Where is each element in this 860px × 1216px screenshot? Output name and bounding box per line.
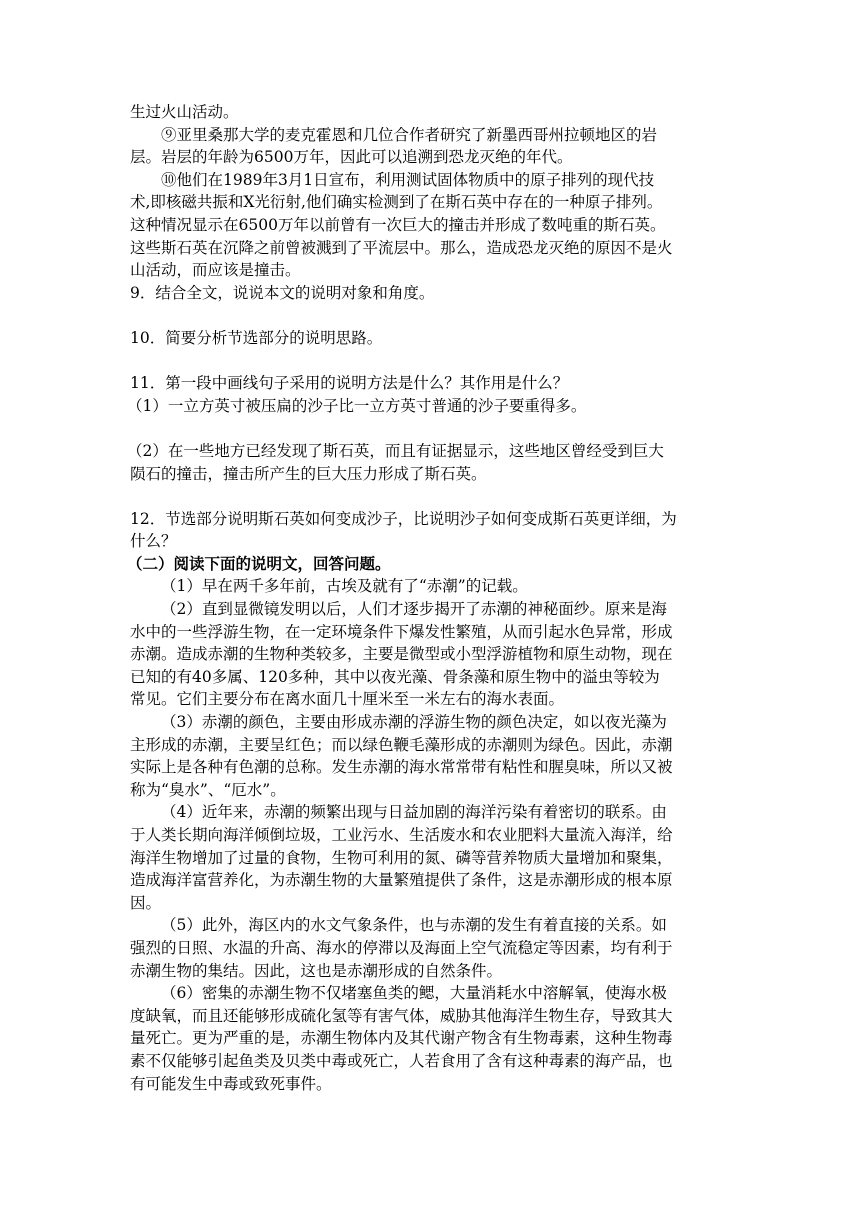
answer-space [130, 485, 726, 508]
passage-line: （4）近年来，赤潮的频繁出现与日益加剧的海洋污染有着密切的联系。由 [161, 803, 667, 822]
passage-line: 量死亡。更为严重的是，赤潮生物体内及其代谢产物含有生物毒素，这种生物毒 [130, 1029, 673, 1048]
passage-line: （2）直到显微镜发明以后，人们才逐步揭开了赤潮的神秘面纱。原来是海 [161, 600, 667, 619]
answer-space [130, 304, 726, 327]
passage-line: 素不仅能够引起鱼类及贝类中毒或死亡，人若食用了含有这种毒素的海产品，也 [130, 1051, 673, 1070]
passage-line: 层。岩层的年龄为6500万年，因此可以追溯到恐龙灭绝的年代。 [130, 148, 573, 167]
passage-line: 主形成的赤潮，主要呈红色；而以绿色鞭毛藻形成的赤潮则为绿色。因此，赤潮 [130, 735, 673, 754]
passage-line: ⑨亚里桑那大学的麦克霍恩和几位合作者研究了新墨西哥州拉顿地区的岩 [161, 125, 658, 144]
answer-space [130, 417, 726, 440]
question-11-part-2: （2）在一些地方已经发现了斯石英，而且有证据显示，这些地区曾经受到巨大 [127, 441, 664, 460]
passage-line: 造成海洋富营养化，为赤潮生物的大量繁殖提供了条件，这是赤潮形成的根本原 [130, 871, 673, 890]
passage-line: 因。 [130, 893, 162, 912]
section-heading: （二）阅读下面的说明文，回答问题。 [127, 553, 391, 573]
passage-line: ⑩他们在1989年3月1日宣布，利用测试固体物质中的原子排列的现代技 [161, 170, 655, 189]
question-12: 12．节选部分说明斯石英如何变成沙子，比说明沙子如何变成斯石英更详细，为 [130, 509, 677, 528]
passage-line: 实际上是各种有色潮的总称。发生赤潮的海水常常带有粘性和腥臭味，所以又被 [130, 758, 673, 777]
passage-line: 生过火山活动。 [130, 103, 239, 121]
document-page [127, 101, 726, 1095]
answer-space [130, 350, 726, 373]
passage-line: （5）此外，海区内的水文气象条件，也与赤潮的发生有着直接的关系。如 [161, 916, 667, 935]
passage-line: 这种情况显示在6500万年以前曾有一次巨大的撞击并形成了数吨重的斯石英。 [130, 215, 666, 234]
passage-line: 赤潮。造成赤潮的生物种类较多，主要是微型或小型浮游植物和原生动物，现在 [130, 645, 673, 664]
passage-line: 这些斯石英在沉降之前曾被溅到了平流层中。那么，造成恐龙灭绝的原因不是火 [130, 238, 673, 257]
question-11-part-2-cont: 陨石的撞击，撞击所产生的巨大压力形成了斯石英。 [130, 464, 487, 483]
passage-line: 有可能发生中毒或致死事件。 [130, 1074, 332, 1093]
passage-line: 海洋生物增加了过量的食物，生物可利用的氮、磷等营养物质大量增加和聚集， [130, 848, 673, 867]
passage-line: 山活动，而应该是撞击。 [130, 261, 301, 280]
passage-line: 强烈的日照、水温的升高、海水的停滞以及海面上空气流稳定等因素，均有利于 [130, 938, 673, 957]
passage-line: （6）密集的赤潮生物不仅堵塞鱼类的鳃，大量消耗水中溶解氧，使海水极 [161, 984, 667, 1003]
question-10: 10．简要分析节选部分的说明思路。 [130, 328, 383, 347]
passage-line: 于人类长期向海洋倾倒垃圾，工业污水、生活废水和农业肥料大量流入海洋，给 [130, 826, 673, 844]
passage-line: 称为“臭水”、“厄水”。 [130, 780, 286, 799]
passage-line: 已知的有40多属、120多种，其中以夜光藻、骨条藻和原生物中的溢虫等较为 [130, 667, 660, 686]
passage-line: 术,即核磁共振和X光衍射,他们确实检测到了在斯石英中存在的一种原子排列。 [130, 193, 663, 212]
passage-line: 度缺氧，而且还能够形成硫化氢等有害气体，威胁其他海洋生物生存，导致其大 [130, 1006, 673, 1025]
question-9: 9．结合全文，说说本文的说明对象和角度。 [130, 283, 435, 302]
passage-line: 水中的一些浮游生物，在一定环境条件下爆发性繁殖，从而引起水色异常，形成 [130, 622, 673, 641]
passage-line: 赤潮生物的集结。因此，这也是赤潮形成的自然条件。 [130, 961, 503, 980]
question-12-cont: 什么？ [130, 532, 177, 551]
passage-line: （3）赤潮的颜色，主要由形成赤潮的浮游生物的颜色决定，如以夜光藻为 [161, 713, 667, 732]
question-11: 11．第一段中画线句子采用的说明方法是什么？其作用是什么？ [130, 374, 569, 393]
question-11-part-1: （1）一立方英寸被压扁的沙子比一立方英寸普通的沙子要重得多。 [127, 396, 587, 415]
passage-line: 常见。它们主要分布在离水面几十厘米至一米左右的海水表面。 [130, 690, 565, 709]
passage-line: （1）早在两千多年前，古埃及就有了“赤潮”的记载。 [161, 577, 528, 596]
